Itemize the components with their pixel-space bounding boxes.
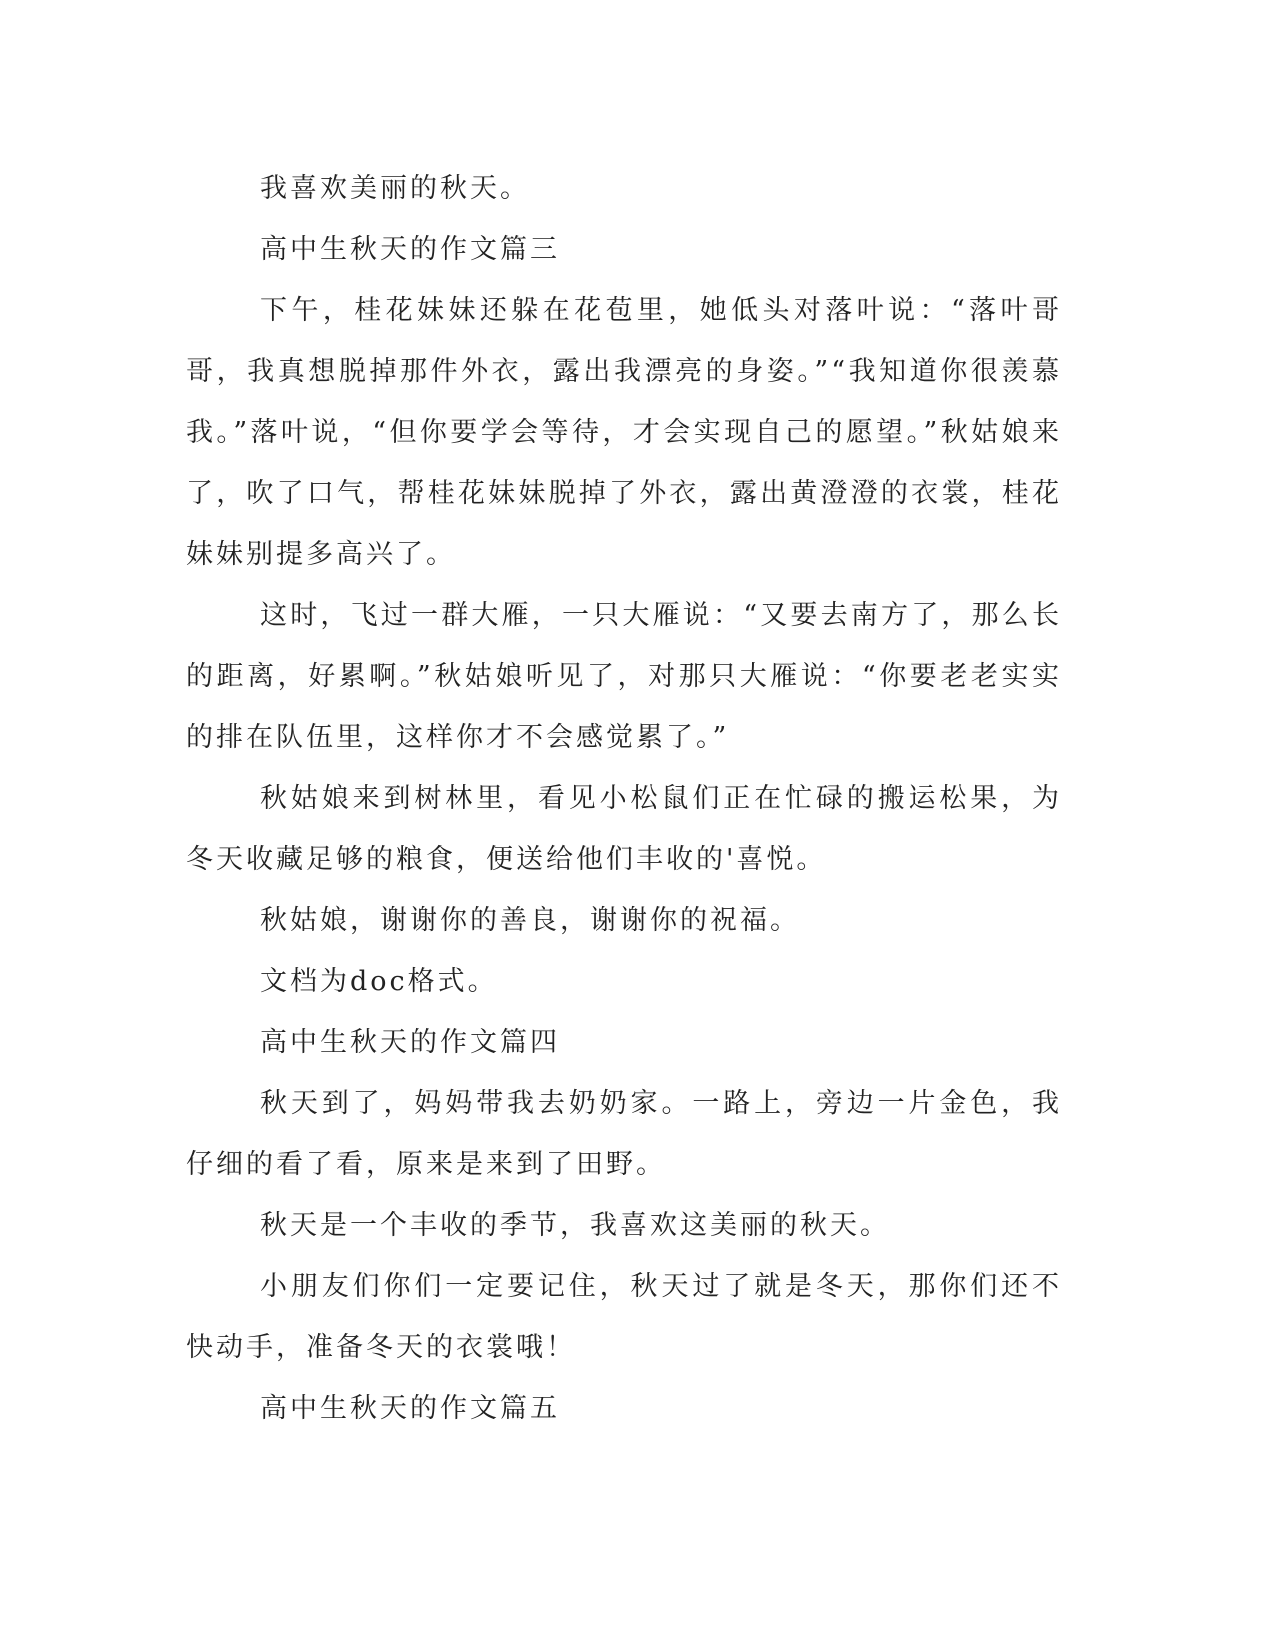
paragraph-6: 文档为doc格式。 bbox=[260, 966, 498, 997]
section-heading-5: 高中生秋天的作文篇五 bbox=[260, 1393, 560, 1424]
paragraph-1: 我喜欢美丽的秋天。 bbox=[260, 173, 530, 204]
paragraph-4: 秋姑娘来到树林里，看见小松鼠们正在忙碌的搬运松果，为冬天收藏足够的粮食，便送给他们丰收的'喜悦。 bbox=[186, 783, 1062, 875]
paragraph-5: 秋姑娘，谢谢你的善良，谢谢你的祝福。 bbox=[260, 905, 800, 936]
section-heading-3: 高中生秋天的作文篇三 bbox=[260, 234, 560, 265]
paragraph-8: 秋天是一个丰收的季节，我喜欢这美丽的秋天。 bbox=[260, 1210, 890, 1241]
section-heading-4: 高中生秋天的作文篇四 bbox=[260, 1027, 560, 1058]
paragraph-9: 小朋友们你们一定要记住，秋天过了就是冬天，那你们还不快动手，准备冬天的衣裳哦！ bbox=[186, 1271, 1062, 1363]
paragraph-7: 秋天到了，妈妈带我去奶奶家。一路上，旁边一片金色，我仔细的看了看，原来是来到了田野。 bbox=[186, 1088, 1062, 1180]
document-body bbox=[186, 158, 1062, 1439]
paragraph-3: 这时，飞过一群大雁，一只大雁说：“又要去南方了，那么长的距离，好累啊。”秋姑娘听见了，对那只大雁说：“你要老老实实的排在队伍里，这样你才不会感觉累了。” bbox=[186, 600, 1062, 753]
paragraph-2: 下午，桂花妹妹还躲在花苞里，她低头对落叶说：“落叶哥哥，我真想脱掉那件外衣，露出我漂亮的身姿。”“我知道你很羡慕我。”落叶说，“但你要学会等待，才会实现自己的愿望。”秋姑娘来了，吹了口气，帮桂花妹妹脱掉了外衣，露出黄澄澄的衣裳，桂花妹妹别提多高兴了。 bbox=[186, 295, 1062, 570]
